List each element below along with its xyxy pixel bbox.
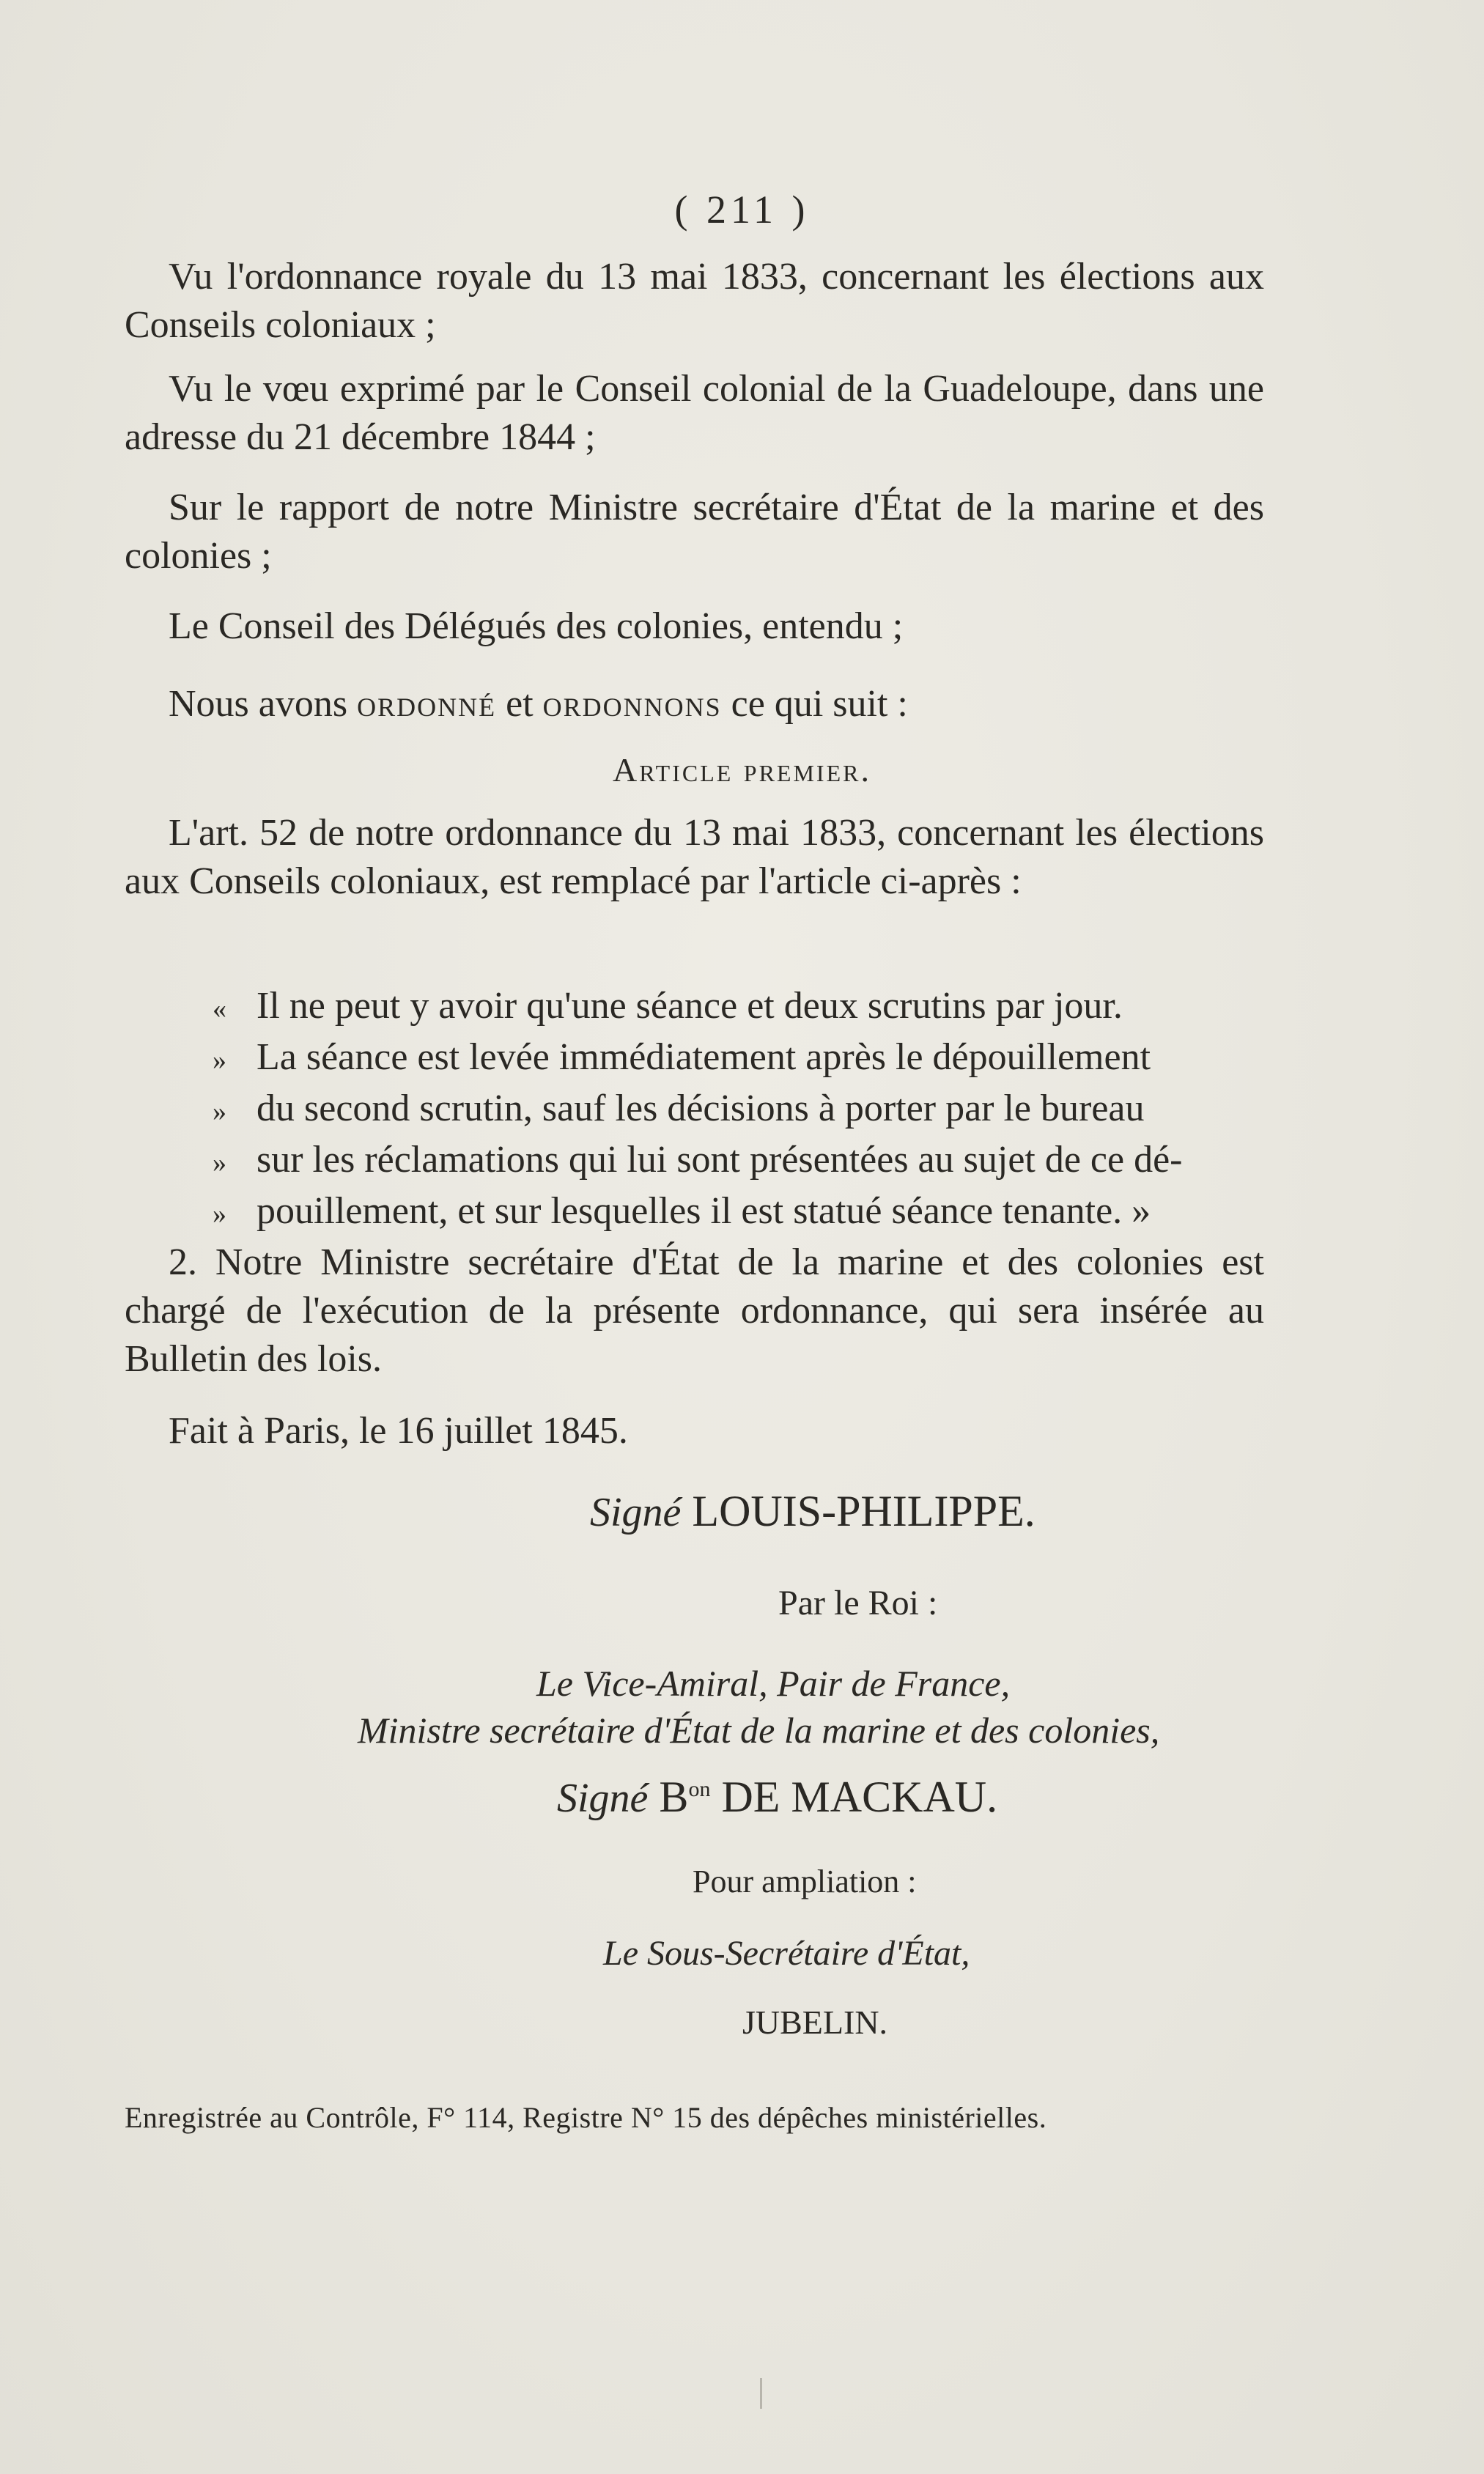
quote-mark: » (213, 1148, 226, 1178)
quote-mark: « (213, 994, 226, 1024)
minister-title-line1: Le Vice-Amiral, Pair de France, (536, 1663, 1011, 1704)
and-word: et (506, 683, 534, 725)
quote-mark: » (213, 1199, 226, 1230)
registration-footer: Enregistrée au Contrôle, F° 114, Registre N° 15 des dépêches ministérielles. (125, 2101, 1047, 2134)
margin-mark (760, 2378, 762, 2409)
article-text: L'art. 52 de notre ordonnance du 13 mai 1833, concernant les élections aux Conseils coloniaux, est remplacé par l'article ci-après : (125, 812, 1264, 902)
article-two: 2. Notre Ministre secrétaire d'État de la marine et des colonies est chargé de l'exécution de la présente ordonnance, qui sera insérée au Bulletin des lois. (125, 1241, 1264, 1380)
ordonne-word: ordonné (357, 683, 497, 725)
baron-abbrev: $B^{on}$ (659, 1773, 711, 1821)
quote-mark: » (213, 1045, 226, 1076)
signe-label: Signé (557, 1776, 649, 1821)
signatory-name: LOUIS-PHILIPPE. (692, 1487, 1036, 1535)
jubelin-name: JUBELIN. (742, 2004, 888, 2041)
paragraph-ordonnance-ref: Vu l'ordonnance royale du 13 mai 1833, concernant les élections aux Conseils coloniaux ; (125, 256, 1264, 346)
paragraph-ordonnons (125, 680, 1264, 728)
ordonnons-word: ordonnons (542, 683, 722, 725)
minister-title-line2: Ministre secrétaire d'État de la marine et des colonies, (358, 1710, 1160, 1751)
quote-line: » sur les réclamations qui lui sont présentées au sujet de ce dé- (169, 1136, 1268, 1187)
ordonnons-lead: Nous avons (169, 683, 348, 725)
quote-mark: » (213, 1096, 226, 1127)
quote-line: » pouillement, et sur lesquelles il est statué séance tenante. » (169, 1187, 1268, 1238)
signature-louis-philippe (590, 1486, 1036, 1537)
signatory-name: DE MACKAU. (721, 1773, 998, 1821)
sous-secretaire-title: Le Sous-Secrétaire d'État, (603, 1934, 970, 1973)
quote-line: « Il ne peut y avoir qu'une séance et deux scrutins par jour. (169, 982, 1268, 1033)
pour-ampliation: Pour ampliation : (693, 1864, 917, 1899)
paragraph-voeu-guadeloupe: Vu le vœu exprimé par le Conseil colonial de la Guadeloupe, dans une adresse du 21 décembre 1844 ; (125, 368, 1264, 458)
paragraph-rapport-ministre: Sur le rapport de notre Ministre secrétaire d'État de la marine et des colonies ; (125, 487, 1264, 577)
done-at-paris: Fait à Paris, le 16 juillet 1845. (169, 1410, 628, 1452)
signe-label: Signé (590, 1490, 682, 1535)
quote-line: » du second scrutin, sauf les décisions à porter par le bureau (169, 1085, 1268, 1136)
page-number: ( 211 ) (674, 188, 810, 232)
quoted-article (169, 982, 1268, 1238)
par-le-roi: Par le Roi : (778, 1584, 938, 1622)
article-heading: Article premier. (613, 751, 871, 789)
paragraph-conseil-delegues: Le Conseil des Délégués des colonies, entendu ; (169, 605, 904, 647)
signature-de-mackau (557, 1772, 997, 1823)
quote-line: » La séance est levée immédiatement après le dépouillement (169, 1033, 1268, 1085)
ordonnons-tail: ce qui suit : (731, 683, 908, 725)
